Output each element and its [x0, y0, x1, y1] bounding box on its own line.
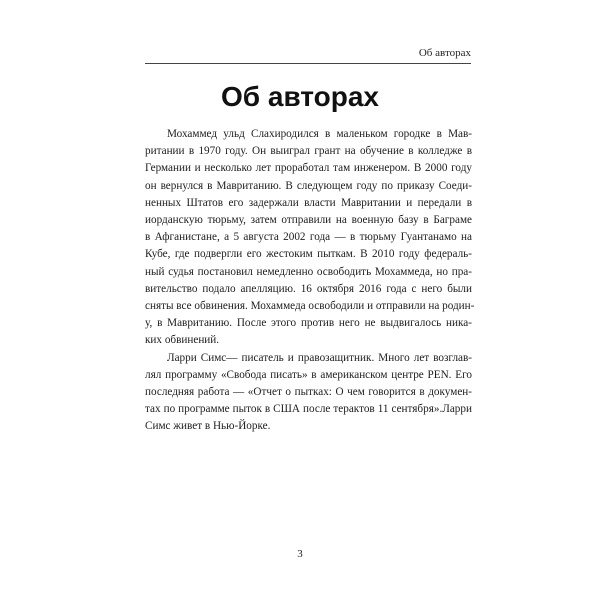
text-line: ких обвинений. [145, 334, 220, 347]
text-line: у, в Мавританию. После этого против него не выдвигалось ника- [145, 317, 472, 330]
text-line: ритании в 1970 году. Он выиграл грант на обучение в колледже в [145, 145, 472, 158]
text-line: иорданскую тюрьму, затем отправили на военную базу в Баграме [145, 214, 472, 227]
chapter-title: Об авторах [221, 81, 379, 112]
text-line: последняя работа — «Отчет о пытках: О чем говорится в докумен- [145, 386, 472, 399]
text-line: Симс живет в Нью-Йорке. [145, 420, 271, 433]
page-number: 3 [297, 548, 303, 560]
text-line: Мохаммед ульд Слахиродился в маленьком городке в Мав- [167, 128, 472, 140]
text-line: вительство подало апелляцию. 16 октября 2016 года с него были [145, 282, 472, 295]
paragraph-author-1 [145, 126, 475, 350]
paragraph-author-2 [145, 350, 472, 436]
running-header [145, 46, 471, 64]
body-text [145, 126, 475, 436]
text-line: лял программу «Свобода писать» в американском центре PEN. Его [145, 368, 472, 381]
running-header-text: Об авторах [418, 47, 471, 59]
text-line: он вернулся в Мавританию. В следующем году по приказу Соеди- [145, 179, 472, 192]
text-line: в Афганистане, а 5 августа 2002 года — в тюрьму Гуантанамо на [145, 231, 472, 244]
text-line: тах по программе пыток в США после терактов 11 сентября».Ларри [145, 403, 472, 416]
text-line: Кубе, где подвергли его жестоким пыткам. В 2010 году федераль- [145, 248, 472, 261]
text-line: ненных Штатов его задержали власти Мавритании и передали в [145, 196, 472, 209]
text-line: Ларри Симс— писатель и правозащитник. Много лет возглав- [167, 351, 472, 364]
header-rule [145, 63, 471, 64]
text-line: сняты все обвинения. Мохаммеда освободили и отправили на родин- [145, 300, 475, 313]
text-line: Германии и несколько лет проработал там инженером. В 2000 году [145, 162, 472, 175]
text-line: ный судья постановил немедленно освободить Мохаммеда, но пра- [145, 265, 472, 278]
